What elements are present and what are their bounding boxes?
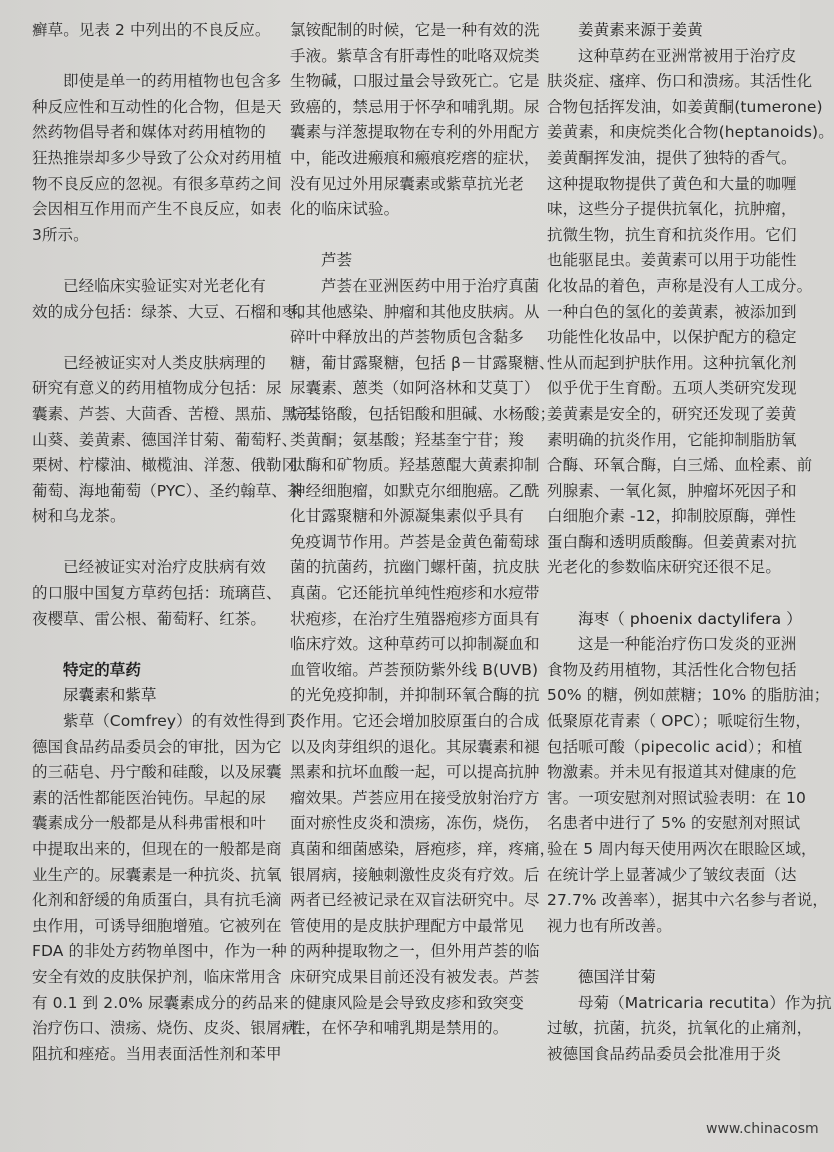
text-line: FDA 的非处方药物单图中，作为一种 [32,942,287,961]
text-column-2 [290,18,556,1042]
text-line: 安全有效的皮肤保护剂，临床常用含 [32,967,282,986]
text-line: 名患者中进行了 5% 的安慰剂对照试 [547,814,801,833]
text-line: 芦荟在亚洲医药中用于治疗真菌 [321,276,540,295]
text-line: 这种提取物提供了黄色和大量的咖喱 [547,174,797,193]
text-line: 物不良反应的忽视。有很多草药之间 [32,174,282,193]
text-column-3 [547,18,834,1067]
text-line: 列腺素、一氧化氮，肿瘤坏死因子和 [547,481,797,500]
text-line: 低聚原花青素（ OPC）；哌啶衍生物， [547,712,811,731]
text-line: 临床疗效。这种草药可以抑制凝血和 [290,635,540,654]
text-line: 的健康风险是会导致皮疹和致突变 [290,993,525,1012]
text-line: 姜黄素是安全的，研究还发现了姜黄 [547,404,797,423]
text-line: 性从而起到护肤作用。这种抗氧化剂 [547,353,797,372]
text-line: 肤炎症、瘙痒、伤口和溃疡。其活性化 [547,72,813,91]
text-line: 管使用的是皮肤护理配方中最常见 [290,916,525,935]
text-line: 癣草。见表 2 中列出的不良反应。 [32,21,271,39]
text-line: 合物包括挥发油，如姜黄酮(tumerone) [547,97,823,116]
text-line: 以及肉芽组织的退化。其尿囊素和褪 [290,737,540,756]
text-line: 两者已经被记录在双盲法研究中。尽 [290,891,540,910]
text-line: 阻抗和痤疮。当用表面活性剂和苯甲 [32,1044,282,1063]
text-line: 化甘露聚糖和外源凝集素似乎具有 [290,507,525,526]
text-line: 27.7% 改善率），据其中六名参与者说， [547,891,829,910]
text-line: 姜黄素，和庚烷类化合物(heptanoids)。 [547,123,834,142]
text-line: 没有见过外用尿囊素或紫草抗光老 [290,174,525,193]
text-line: 即使是单一的药用植物也包含多 [63,72,282,91]
text-line: 德国食品药品委员会的审批，因为它 [32,737,282,756]
text-line: 类黄酮；氨基酸；羟基奎宁苷；羧 [290,430,525,449]
text-line: 3所示。 [32,225,89,244]
text-line: 囊素成分一般都是从科弗雷根和叶 [32,814,267,833]
text-line: 紫草（Comfrey）的有效性得到了 [63,712,301,731]
text-line: 菌的抗菌药，抗幽门螺杆菌，抗皮肤 [290,558,540,577]
text-line: 囊素与洋葱提取物在专利的外用配方 [290,123,540,142]
text-line: 物激素。并未见有报道其对健康的危 [547,763,797,782]
text-line: 过敏，抗菌，抗炎，抗氧化的止痛剂， [547,1019,813,1038]
text-line: 床研究成果目前还没有被发表。芦荟 [290,967,540,986]
text-line: 功能性化妆品中，以保护配方的稳定 [547,328,797,347]
text-line: 真菌。它还能抗单纯性疱疹和水痘带 [290,584,540,603]
subsection-heading: 芦荟 [321,251,353,270]
text-line: 这种草药在亚洲常被用于治疗皮 [578,46,797,65]
text-line: 化妆品的着色，声称是没有人工成分。 [547,276,813,295]
text-line: 化的临床试验。 [290,200,400,219]
subsection-heading: 海枣（ phoenix dactylifera ） [578,609,802,628]
text-line: 面对瘀性皮炎和溃疡，冻伤，烧伤， [290,814,540,833]
text-line: 母菊（Matricaria recutita）作为抗 [578,993,832,1012]
text-line: 神经细胞瘤，如默克尔细胞癌。乙酰 [290,481,540,500]
text-line: 树和乌龙茶。 [32,507,126,526]
text-line: 一种白色的氢化的姜黄素，被添加到 [547,302,797,321]
text-line: 种反应性和互动性的化合物，但是天 [32,97,282,116]
text-line: 验在 5 周内每天使用两次在眼睑区域， [547,840,817,858]
subsection-heading: 德国洋甘菊 [578,967,657,986]
text-line: 治疗伤口、溃疡、烧伤、皮炎、银屑病、 [32,1019,313,1038]
text-line: 已经被证实对治疗皮肤病有效 [63,558,266,577]
text-line: 味，这些分子提供抗氧化，抗肿瘤， [547,200,797,219]
text-line: 和其他感染、肿瘤和其他皮肤病。从 [290,302,540,321]
text-line: 的三萜皂、丹宁酸和硅酸，以及尿囊 [32,763,282,782]
text-line: 食物及药用植物，其活性化合物包括 [547,660,797,679]
text-line: 山葵、姜黄素、德国洋甘菊、葡萄籽、 [32,430,298,449]
text-line: 合酶、环氧合酶，白三烯、血栓素、前 [547,456,813,475]
text-line: 生物碱，口服过量会导致死亡。它是 [290,72,540,91]
text-line: 致癌的，禁忌用于怀孕和哺乳期。尿 [290,97,540,116]
text-line: 白细胞介素 -12，抑制胶原酶，弹性 [547,507,797,526]
text-line: 效的成分包括：绿茶、大豆、石榴和枣。 [32,302,313,321]
text-line: 素的活性都能医治钝伤。早起的尿 [32,788,267,807]
text-line: 业生产的。尿囊素是一种抗炎、抗氧 [32,865,282,884]
text-line: 研究有意义的药用植物成分包括：尿 [32,379,282,398]
text-line: 黑素和抗坏血酸一起，可以提高抗肿 [290,763,540,782]
text-line: 的光免疫抑制，并抑制环氧合酶的抗 [290,686,540,705]
text-line: 手液。紫草含有肝毒性的吡咯双烷类 [290,46,540,65]
text-line: 50% 的糖，例如蔗糖；10% 的脂肪油； [547,686,830,705]
text-line: 姜黄酮挥发油，提供了独特的香气。 [547,148,797,167]
text-line: 尿囊素、蒽类（如阿洛林和艾莫丁） [290,379,540,398]
text-line: 虫作用，可诱导细胞增殖。它被列在 [32,916,282,935]
text-line: 夜樱草、雷公根、葡萄籽、红茶。 [32,609,267,628]
text-line: 在统计学上显著减少了皱纹表面（达 [547,865,797,884]
text-line: 氯铵配制的时候，它是一种有效的洗 [290,21,540,39]
text-line: 会因相互作用而产生不良反应，如表 [32,200,282,219]
text-column-1 [32,18,329,1067]
text-line: 抗微生物，抗生育和抗炎作用。它们 [547,225,797,244]
text-line: 视力也有所改善。 [547,916,672,935]
text-line: 囊素、芦荟、大茴香、苦橙、黑茄、黑子、 [32,404,329,423]
text-line: 包括哌可酸（pipecolic acid）；和植 [547,737,803,756]
subsection-heading: 尿囊素和紫草 [63,686,157,705]
text-line: 中，能改进瘢痕和瘢痕疙瘩的症状， [290,148,540,167]
text-line: 真菌和细菌感染，唇疱疹，痒，疼痛， [290,840,556,858]
text-line: 似乎优于生育酚。五项人类研究发现 [547,379,797,398]
text-line: 也能驱昆虫。姜黄素可以用于功能性 [547,251,797,270]
text-line: 被德国食品药品委员会批准用于炎 [547,1044,782,1063]
text-line: 狂热推崇却多少导致了公众对药用植 [32,148,282,167]
text-line: 化剂和舒缓的角质蛋白，具有抗毛滴 [32,891,282,910]
text-line: 的口服中国复方草药包括：琉璃苣、 [32,584,282,603]
subsection-heading: 姜黄素来源于姜黄 [578,21,703,39]
text-line: 状疱疹，在治疗生殖器疱疹方面具有 [290,609,540,628]
text-line: 光老化的参数临床研究还很不足。 [547,558,782,577]
text-line: 免疫调节作用。芦荟是金黄色葡萄球 [290,532,540,551]
text-line: 蛋白酶和透明质酸酶。但姜黄素对抗 [547,532,797,551]
text-line: 栗树、柠檬油、橄榄油、洋葱、俄勒冈 [32,456,298,475]
text-line: 银屑病，接触刺激性皮炎有疗效。后 [290,865,540,884]
text-line: 性，在怀孕和哺乳期是禁用的。 [290,1019,509,1038]
text-line: 葡萄、海地葡萄（PYC）、圣约翰草、茶 [32,481,303,500]
text-line: 炎作用。它还会增加胶原蛋白的合成 [290,712,540,731]
text-line: 有 0.1 到 2.0% 尿囊素成分的药品来 [32,993,289,1012]
text-line: 的两种提取物之一，但外用芦荟的临 [290,942,540,961]
text-line: 素明确的抗炎作用，它能抑制脂肪氧 [547,430,797,449]
text-line: 碎叶中释放出的芦荟物质包含黏多 [290,328,525,347]
text-line: 已经临床实验证实对光老化有 [63,276,266,295]
footer-website-url: www.chinacosm [706,1121,819,1137]
text-line: 害。一项安慰剂对照试验表明：在 10 [547,788,806,807]
text-line: 肽酶和矿物质。羟基蒽醌大黄素抑制 [290,456,540,475]
text-line: 糖，葡甘露聚糖，包括 β－甘露聚糖、 [290,353,555,372]
text-line: 然药物倡导者和媒体对药用植物的 [32,123,267,142]
text-line: 瘤效果。芦荟应用在接受放射治疗方 [290,788,540,807]
section-heading: 特定的草药 [63,660,142,679]
text-line: 这是一种能治疗伤口发炎的亚洲 [578,635,797,654]
text-line: 烷基铬酸，包括铝酸和胆碱、水杨酸； [290,404,556,423]
text-line: 中提取出来的，但现在的一般都是商 [32,840,282,858]
text-line: 已经被证实对人类皮肤病理的 [63,353,266,372]
text-line: 血管收缩。芦荟预防紫外线 B(UVB) [290,660,539,679]
